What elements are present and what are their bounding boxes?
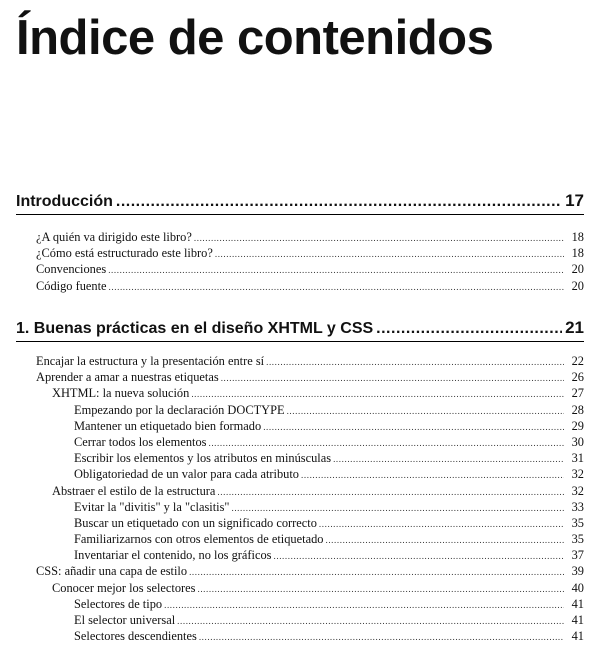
dot-leader: [376, 320, 562, 338]
entry-title: Obligatoriedad de un valor para cada atributo: [74, 467, 300, 482]
toc-entry[interactable]: [16, 563, 584, 579]
entry-page-number: 35: [571, 515, 584, 530]
entry-page-number: 20: [571, 262, 584, 277]
dot-leader: [197, 580, 564, 597]
toc-entry[interactable]: [16, 418, 584, 434]
entry-page-number: 18: [571, 246, 584, 261]
entry-title: Selectores descendientes: [74, 629, 197, 644]
entry-page-number: 32: [571, 483, 584, 498]
toc-entry[interactable]: [16, 261, 584, 277]
dot-leader: [221, 369, 564, 386]
toc-entry[interactable]: [16, 483, 584, 499]
toc-entry[interactable]: [16, 612, 584, 628]
toc-entry[interactable]: [16, 369, 584, 385]
section-title: 1. Buenas prácticas en el diseño XHTML y CSS: [16, 320, 374, 337]
dot-leader: [194, 229, 564, 246]
entry-title: Código fuente: [36, 278, 107, 293]
section-page-number: 17: [565, 191, 584, 210]
dot-leader: [191, 385, 564, 402]
entry-title: Cerrar todos los elementos: [74, 434, 207, 449]
dot-leader: [263, 418, 564, 435]
entry-page-number: 22: [571, 354, 584, 368]
dot-leader: [319, 515, 564, 532]
page-title: Índice de contenidos: [16, 11, 494, 65]
entry-title: Conocer mejor los selectores: [52, 580, 196, 595]
dot-leader: [333, 450, 564, 467]
toc-entry[interactable]: [16, 515, 584, 531]
entry-page-number: 41: [571, 629, 584, 644]
entry-title: Inventariar el contenido, no los gráficos: [74, 548, 272, 563]
dot-leader: [189, 563, 564, 580]
entry-page-number: 32: [571, 467, 584, 482]
entry-page-number: 41: [571, 596, 584, 611]
toc-entry[interactable]: [16, 385, 584, 401]
dot-leader: [301, 466, 564, 483]
entry-page-number: 40: [571, 580, 584, 595]
entry-title: ¿Cómo está estructurado este libro?: [36, 246, 213, 261]
toc-section-heading[interactable]: [16, 318, 584, 342]
entry-page-number: 39: [571, 564, 584, 579]
entry-title: Abstraer el estilo de la estructura: [52, 483, 216, 498]
entry-page-number: 41: [571, 613, 584, 627]
toc-entry[interactable]: [16, 531, 584, 547]
dot-leader: [199, 628, 564, 645]
toc-entry[interactable]: [16, 596, 584, 612]
entry-title: Evitar la "divitis" y la "clasitis": [74, 499, 230, 514]
entry-title: Mantener un etiquetado bien formado: [74, 418, 262, 433]
entry-page-number: 35: [571, 532, 584, 547]
dot-leader: [164, 596, 564, 613]
dot-leader: [217, 483, 564, 500]
entry-title: Empezando por la declaración DOCTYPE: [74, 402, 285, 417]
entry-title: Aprender a amar a nuestras etiquetas: [36, 370, 219, 385]
toc-entry[interactable]: [16, 580, 584, 596]
dot-leader: [215, 245, 564, 262]
entry-page-number: 30: [571, 434, 584, 449]
entry-title: Familiarizarnos con otros elementos de etiquetado: [74, 532, 324, 547]
section-page-number: 21: [565, 318, 584, 337]
entry-title: Encajar la estructura y la presentación entre sí: [36, 354, 265, 368]
toc-entry[interactable]: [16, 499, 584, 515]
toc-entry[interactable]: [16, 450, 584, 466]
dot-leader: [231, 499, 564, 516]
toc-entry[interactable]: [16, 278, 584, 294]
entry-title: El selector universal: [74, 613, 176, 627]
dot-leader: [325, 531, 564, 548]
entry-page-number: 28: [571, 402, 584, 417]
toc-entry[interactable]: [16, 245, 584, 261]
dot-leader: [108, 261, 564, 278]
dot-leader: [287, 402, 564, 419]
dot-leader: [109, 278, 564, 295]
toc-entry[interactable]: [16, 466, 584, 482]
toc-entries-introduccion: [16, 229, 584, 294]
toc-entry[interactable]: [16, 353, 584, 369]
toc-entries-capitulo-1: [16, 353, 584, 644]
dot-leader: [208, 434, 564, 451]
entry-page-number: 20: [571, 278, 584, 293]
dot-leader: [177, 612, 564, 629]
entry-title: Selectores de tipo: [74, 596, 163, 611]
dot-leader: [116, 193, 562, 211]
entry-page-number: 26: [571, 370, 584, 385]
toc-entry[interactable]: [16, 434, 584, 450]
entry-page-number: 27: [571, 386, 584, 401]
entry-title: XHTML: la nueva solución: [52, 386, 190, 401]
entry-title: ¿A quién va dirigido este libro?: [36, 230, 192, 244]
entry-page-number: 33: [571, 499, 584, 514]
entry-title: Convenciones: [36, 262, 107, 277]
entry-page-number: 37: [571, 548, 584, 563]
toc-entry[interactable]: [16, 229, 584, 245]
toc-entry[interactable]: [16, 628, 584, 644]
entry-title: CSS: añadir una capa de estilo: [36, 564, 188, 579]
dot-leader: [274, 547, 565, 564]
entry-page-number: 18: [571, 230, 584, 244]
section-title: Introducción: [16, 193, 113, 210]
entry-title: Escribir los elementos y los atributos en minúsculas: [74, 451, 332, 466]
toc-entry[interactable]: [16, 402, 584, 418]
toc-section-heading[interactable]: [16, 191, 584, 215]
entry-title: Buscar un etiquetado con un significado correcto: [74, 515, 317, 530]
dot-leader: [266, 353, 564, 370]
toc-entry[interactable]: [16, 547, 584, 563]
entry-page-number: 31: [571, 451, 584, 466]
entry-page-number: 29: [571, 418, 584, 433]
